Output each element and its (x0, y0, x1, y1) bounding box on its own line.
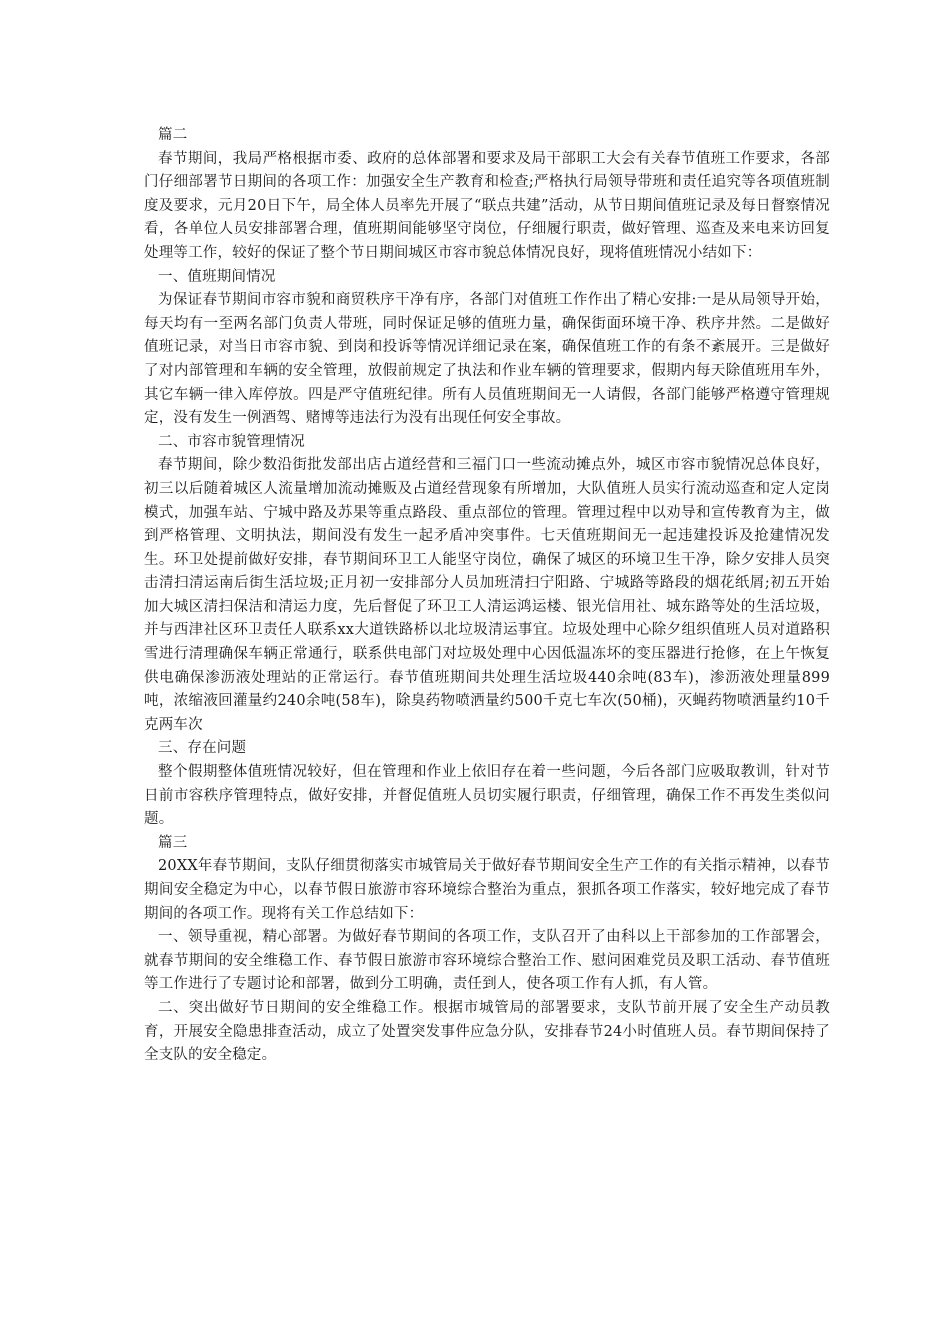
subheading-problems: 三、存在问题 (158, 740, 247, 757)
subheading-duty-period: 一、值班期间情况 (158, 268, 276, 285)
paragraph-leadership: 一、领导重视，精心部署。为做好春节期间的各项工作，支队召开了由科以上干部参加的工作部署会，就春节期间的安全维稳工作、春节假日旅游市容环境综合整治工作、慰问困难党员及职工活动、春节值班等工作进行了专题讨论和部署，做到分工明确，责任到人，使各项工作有人抓，有人管。 (144, 929, 830, 993)
paragraph-safety: 二、突出做好节日期间的安全维稳工作。根据市城管局的部署要求，支队节前开展了安全生产动员教育，开展安全隐患排查活动，成立了处置突发事件应急分队，安排春节24小时值班人员。春节期间保持了全支队的安全稳定。 (144, 999, 830, 1064)
paragraph-city-appearance: 春节期间，除少数沿街批发部出店占道经营和三福门口一些流动摊点外，城区市容市貌情况总体良好，初三以后随着城区人流量增加流动摊贩及占道经营现象有所增加，大队值班人员实行流动巡查和定人定岗模式，加强车站、宁城中路及苏果等重点路段、重点部位的管理。管理过程中以劝导和宣传教育为主，做到严格管理、文明执法，期间没有发生一起矛盾冲突事件。七天值班期间无一起违建投诉及抢建情况发生。环卫处提前做好安排，春节期间环卫工人能坚守岗位，确保了城区的环境卫生干净，除夕安排人员突击清扫清运南后街生活垃圾;正月初一安排部分人员加班清扫宁阳路、宁城路等路段的烟花纸屑;初五开始加大城区清扫保洁和清运力度，先后督促了环卫工人清运鸿运楼、银光信用社、城东路等处的生活垃圾，并与西津社区环卫责任人联系xx大道铁路桥以北垃圾清运事宜。垃圾处理中心除夕组织值班人员对道路积雪进行清理确保车辆正常通行，联系供电部门对垃圾处理中心因低温冻坏的变压器进行抢修，在上午恢复供电确保渗沥液处理站的正常运行。春节值班期间共处理生活垃圾440余吨(83车)，渗沥液处理量899吨，浓缩液回灌量约240余吨(58车)，除臭药物喷洒量约500千克七车次(50桶)，灭蝇药物喷洒量约10千克两车次 (144, 457, 830, 733)
section-heading-part-three: 篇三 (158, 834, 188, 851)
paragraph-duty-period: 为保证春节期间市容市貌和商贸秩序干净有序，各部门对值班工作作出了精心安排:一是从局领导开始，每天均有一至两名部门负责人带班，同时保证足够的值班力量，确保街面环境干净、秩序井然。二是做好值班记录，对当日市容市貌、到岗和投诉等情况详细记录在案，确保值班工作的有条不紊展开。三是做好了对内部管理和车辆的安全管理，放假前规定了执法和作业车辆的管理要求，假期内每天除值班用车外，其它车辆一律入库停放。四是严守值班纪律。所有人员值班期间无一人请假，各部门能够严格遵守管理规定，没有发生一例酒驾、赌博等违法行为没有出现任何安全事故。 (144, 292, 830, 427)
section-heading-part-two: 篇二 (158, 127, 188, 143)
paragraph-intro: 春节期间，我局严格根据市委、政府的总体部署和要求及局干部职工大会有关春节值班工作要求，各部门仔细部署节日期间的各项工作：加强安全生产教育和检查;严格执行局领导带班和责任追究等各项值班制度及要求，元月20日下午，局全体人员率先开展了“联点共建”活动，从节日期间值班记录及每日督察情况看，各单位人员安排部署合理，值班期间能够坚守岗位，仔细履行职责，做好管理、巡查及来电来访回复处理等工作，较好的保证了整个节日期间城区市容市貌总体情况良好，现将值班情况小结如下： (144, 150, 830, 261)
paragraph-problems: 整个假期整体值班情况较好，但在管理和作业上依旧存在着一些问题，今后各部门应吸取教训，针对节日前市容秩序管理特点，做好安排，并督促值班人员切实履行职责，仔细管理，确保工作不再发生类似问题。 (144, 764, 830, 828)
document-body (144, 124, 830, 1068)
paragraph-part-three-intro: 20XX年春节期间，支队仔细贯彻落实市城管局关于做好春节期间安全生产工作的有关指示精神，以春节期间安全稳定为中心，以春节假日旅游市容环境综合整治为重点，狠抓各项工作落实，较好地完成了春节期间的各项工作。现将有关工作总结如下： (144, 858, 830, 922)
subheading-city-appearance: 二、市容市貌管理情况 (158, 433, 305, 450)
